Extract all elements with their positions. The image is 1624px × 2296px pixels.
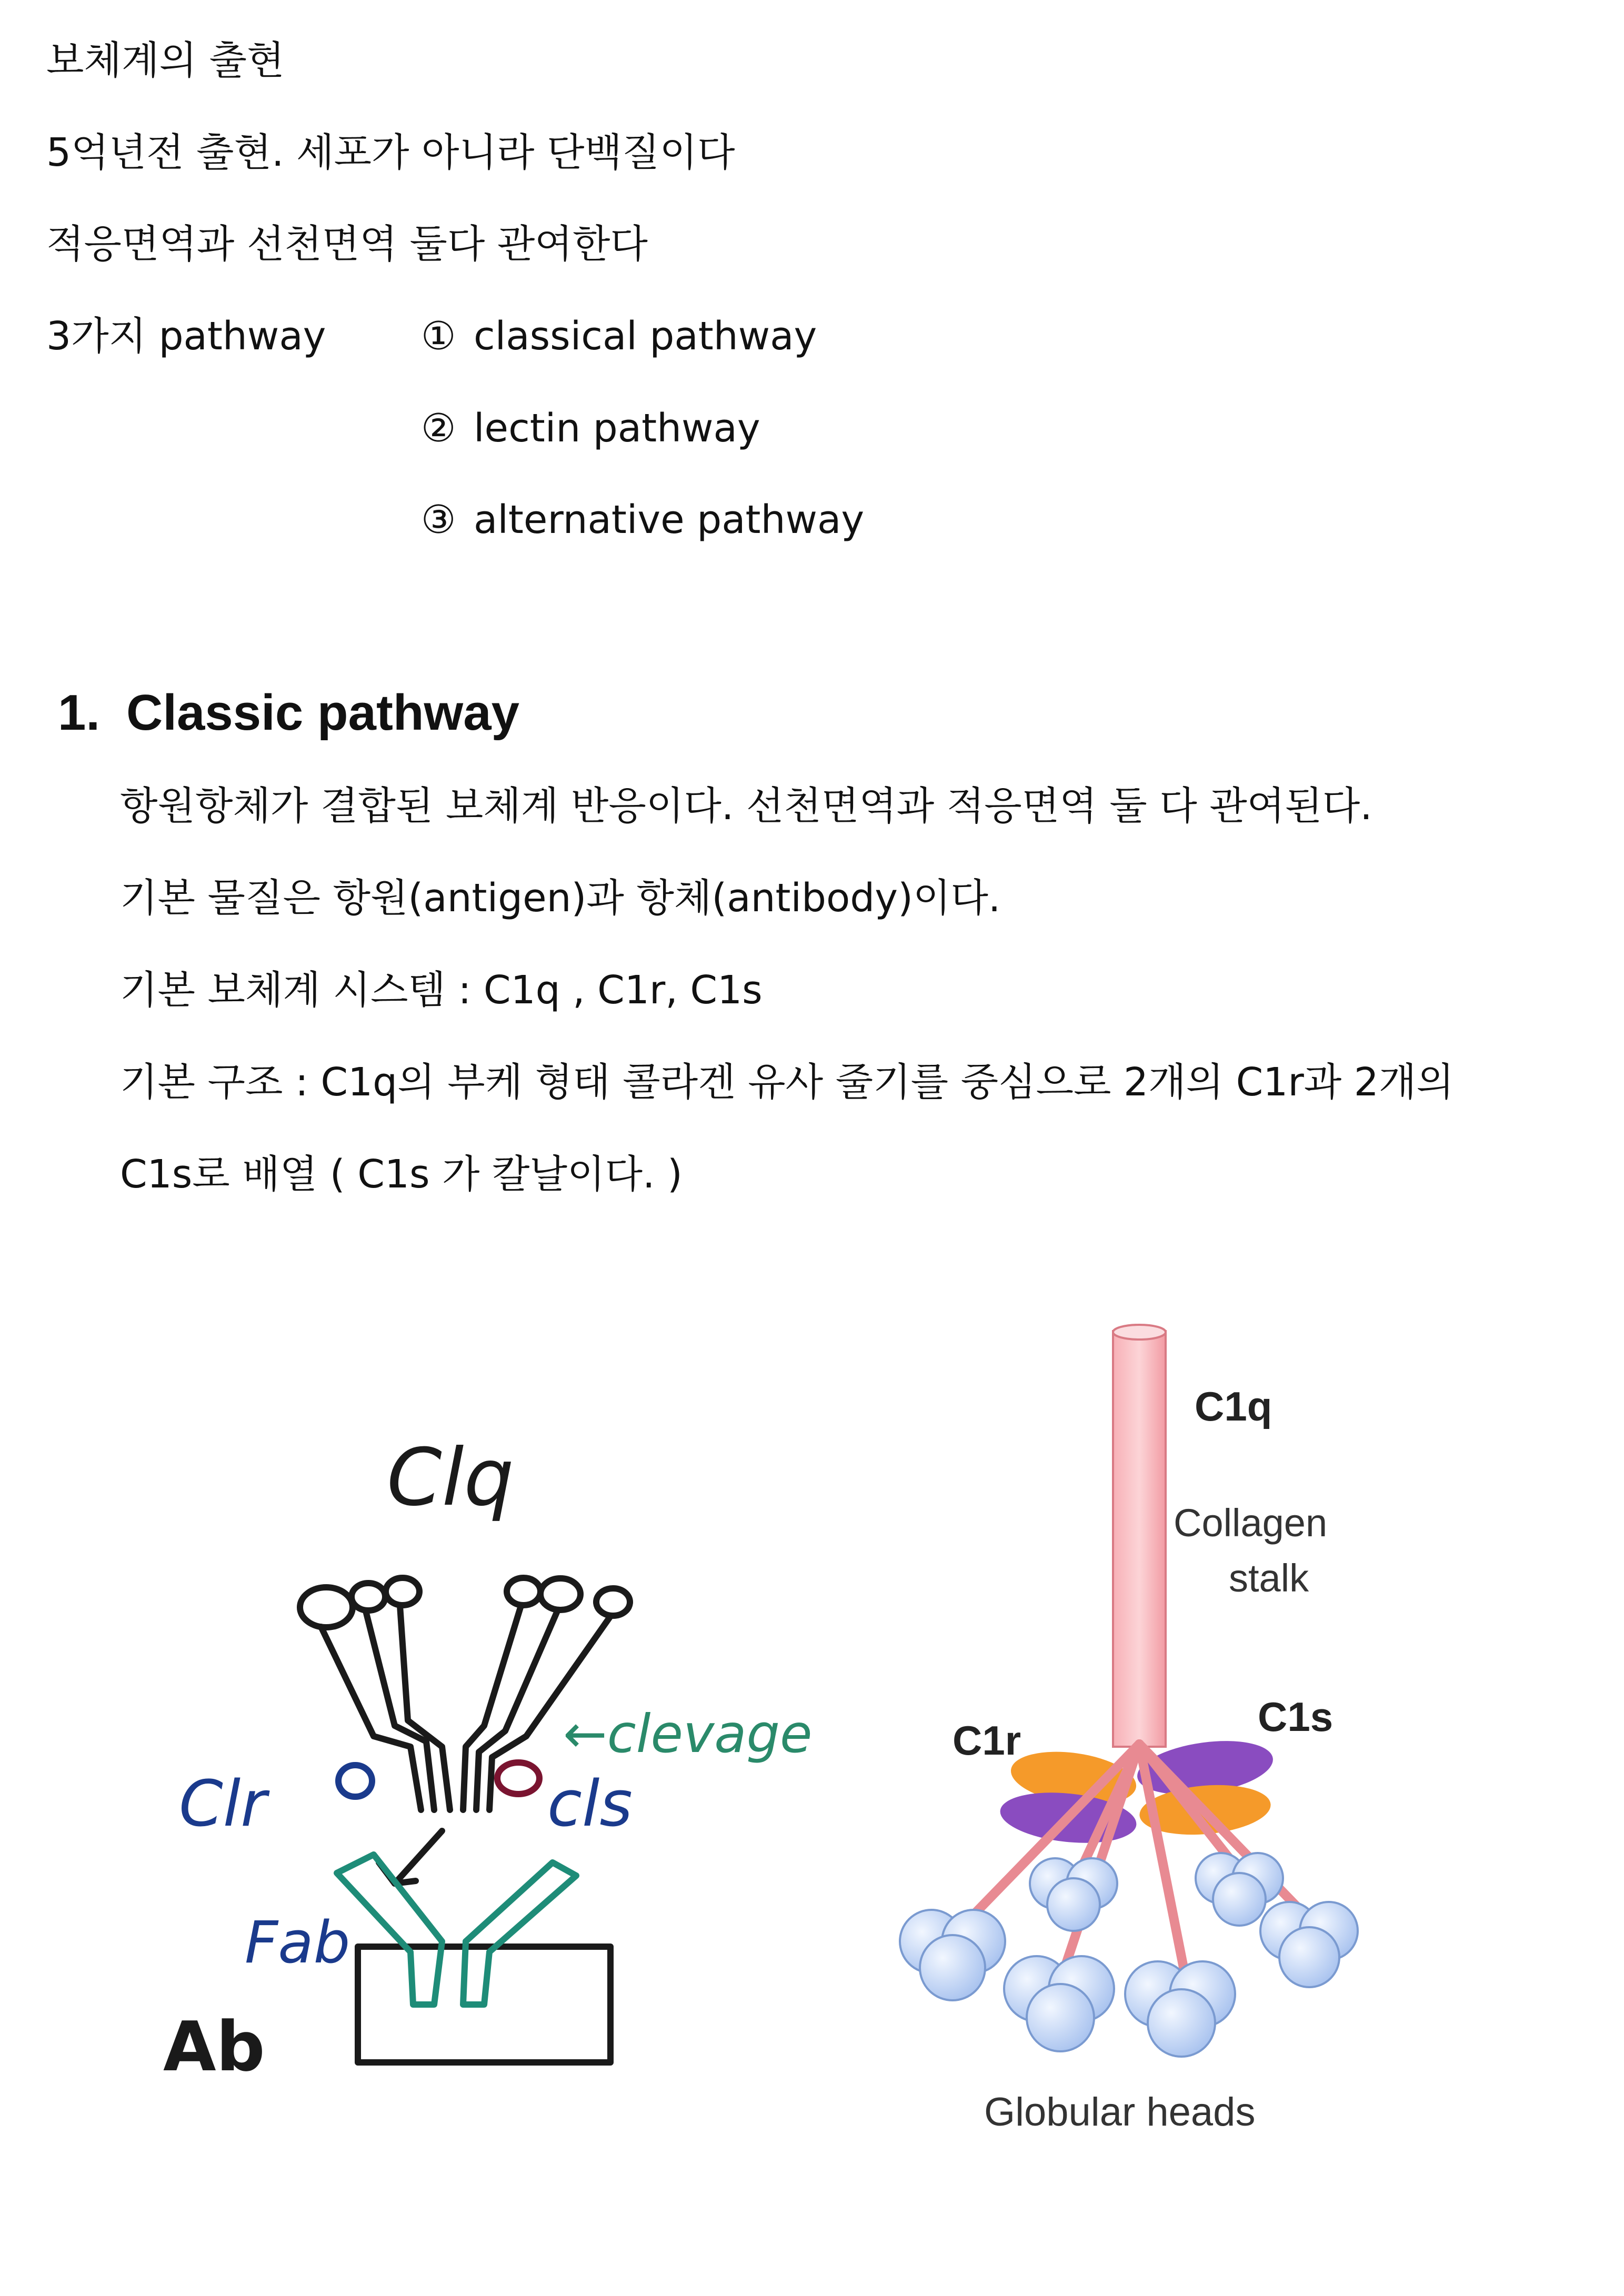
diagram-label-c1r: C1r <box>953 1717 1021 1764</box>
section-title: Classic pathway <box>126 684 519 741</box>
pathway-item <box>421 314 817 359</box>
sketch-head <box>352 1583 385 1610</box>
section-line: 기본 구조 : C1q의 부케 형태 콜라겐 유사 줄기를 중심으로 2개의 C1r과 2개의 <box>120 1060 1454 1105</box>
sketch-label-c1r: Clr <box>179 1768 267 1841</box>
pathway-name: alternative pathway <box>474 497 865 542</box>
intro-line-1: 5억년전 출현. 세포가 아니라 단백질이다 <box>46 130 735 175</box>
pathway-name: classical pathway <box>474 314 817 359</box>
c1-sketch-figure <box>147 1410 853 2147</box>
pathway-item <box>421 406 760 451</box>
section-line: 항원항체가 결합된 보체계 반응이다. 선천면역과 적응면역 둘 다 관여된다. <box>120 783 1372 829</box>
globular-head <box>1004 1956 1114 2051</box>
globular-head <box>1260 1902 1358 1987</box>
pathway-number: ③ <box>421 497 456 542</box>
pathway-number: ① <box>421 314 456 359</box>
sketch-arrow <box>395 1831 442 1884</box>
globular-head <box>1125 1961 1235 2057</box>
intro-line-2: 적응면역과 선천면역 둘다 관여한다 <box>46 221 648 267</box>
sketch-antibody-arm-right <box>463 1862 576 2005</box>
pathway-name: lectin pathway <box>474 406 760 451</box>
diagram-label-stalk: stalk <box>1229 1556 1309 1600</box>
diagram-label-c1s: C1s <box>1258 1694 1334 1740</box>
sketch-c1r-circle <box>338 1765 372 1797</box>
diagram-label-c1q: C1q <box>1195 1383 1272 1429</box>
collagen-stalk <box>1113 1331 1166 1747</box>
sketch-stalk <box>400 1606 450 1810</box>
globular-head <box>900 1910 1005 2000</box>
sketch-label-cleavage: ←clevage <box>563 1703 813 1765</box>
sketch-antibody-arm-left <box>337 1855 442 2005</box>
c1-structure-diagram <box>884 1305 1442 2157</box>
section-number: 1. <box>58 684 101 741</box>
section-heading <box>58 684 519 742</box>
pathway-item <box>421 497 865 542</box>
sketch-label-ab: Ab <box>163 2007 265 2087</box>
sketch-head <box>300 1587 353 1627</box>
sketch-head <box>540 1578 580 1610</box>
pathway-number: ② <box>421 406 456 451</box>
pathways-label: 3가지 pathway <box>46 314 326 359</box>
section-line: 기본 보체계 시스템 : C1q , C1r, C1s <box>120 968 763 1013</box>
stalk-top <box>1113 1325 1166 1340</box>
sketch-label-c1q: Clq <box>387 1432 514 1524</box>
sketch-head <box>507 1578 540 1605</box>
section-line: C1s로 배열 ( C1s 가 칼날이다. ) <box>120 1152 683 1197</box>
globular-head <box>1030 1858 1117 1931</box>
sketch-label-fab: Fab <box>245 1909 350 1976</box>
sketch-c1s-circle <box>497 1763 539 1794</box>
intro-title: 보체계의 출현 <box>46 38 285 83</box>
diagram-label-globular-heads: Globular heads <box>984 2090 1256 2134</box>
sketch-head <box>386 1578 419 1605</box>
sketch-head <box>596 1588 630 1616</box>
section-line: 기본 물질은 항원(antigen)과 항체(antibody)이다. <box>120 875 1001 921</box>
sketch-label-c1s: cls <box>547 1768 633 1841</box>
diagram-label-collagen: Collagen <box>1174 1501 1328 1545</box>
